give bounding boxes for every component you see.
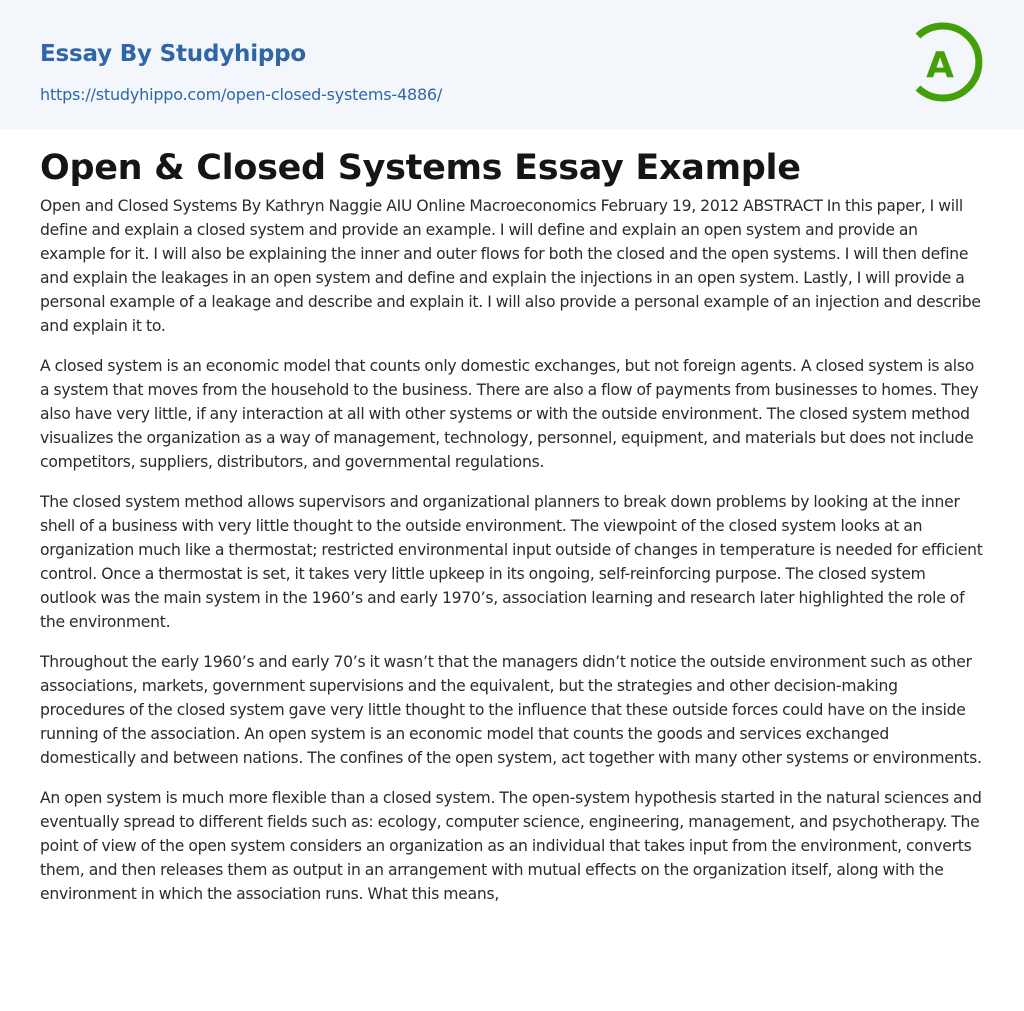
paragraph-open-system: An open system is much more flexible than a closed system. The open-system hypothesis started in the natural sciences and eventually spread to different fields such as: ecology, computer science, engineering, management, and psychotherapy. The point of view of the open system considers an organization as an individual that takes input from the environment, converts them, and then releases them as output in an arrangement with mutual effects on the organization itself, along with the environment in which the association runs. What this means, xyxy=(40,789,982,903)
essay-body xyxy=(40,194,984,922)
paragraph-closed-method: The closed system method allows supervisors and organizational planners to break down problems by looking at the inner shell of a business with very little thought to the outside environment. The viewpoint of the closed system looks at an organization much like a thermostat; restricted environmental input outside of changes in temperature is needed for efficient control. Once a thermostat is set, it takes very little upkeep in its ongoing, self-reinforcing purpose. The closed system outlook was the main system in the 1960’s and early 1970’s, association learning and research later highlighted the role of the environment. xyxy=(40,493,983,631)
logo-letter: A xyxy=(926,45,954,86)
page-title: Open & Closed Systems Essay Example xyxy=(40,148,801,188)
source-url-link[interactable]: https://studyhippo.com/open-closed-systems-4886/ xyxy=(40,85,443,104)
brand-title: Essay By Studyhippo xyxy=(40,41,307,67)
paragraph-abstract: Open and Closed Systems By Kathryn Naggie AIU Online Macroeconomics February 19, 2012 ABSTRACT In this paper, I will define and explain a closed system and provide an example. I will define and explain an open system and provide an example for it. I will also be explaining the inner and outer flows for both the closed and the open systems. I will then define and explain the leakages in an open system and define and explain the injections in an open system. Lastly, I will provide a personal example of a leakage and describe and explain it. I will also provide a personal example of an injection and describe and explain it to. xyxy=(40,197,981,335)
studyhippo-logo-icon[interactable] xyxy=(910,18,988,106)
paragraph-history: Throughout the early 1960’s and early 70’s it wasn’t that the managers didn’t notice the outside environment such as other associations, markets, government supervisions and the equivalent, but the strategies and other decision-making procedures of the closed system gave very little thought to the influence that these outside forces could have on the inside running of the association. An open system is an economic model that counts the goods and services exchanged domestically and between nations. The confines of the open system, act together with many other systems or environments. xyxy=(40,653,982,767)
paragraph-closed-system: A closed system is an economic model that counts only domestic exchanges, but not foreign agents. A closed system is also a system that moves from the household to the business. There are also a flow of payments from businesses to homes. They also have very little, if any interaction at all with other systems or with the outside environment. The closed system method visualizes the organization as a way of management, technology, personnel, equipment, and materials but does not include competitors, suppliers, distributors, and governmental regulations. xyxy=(40,357,979,471)
